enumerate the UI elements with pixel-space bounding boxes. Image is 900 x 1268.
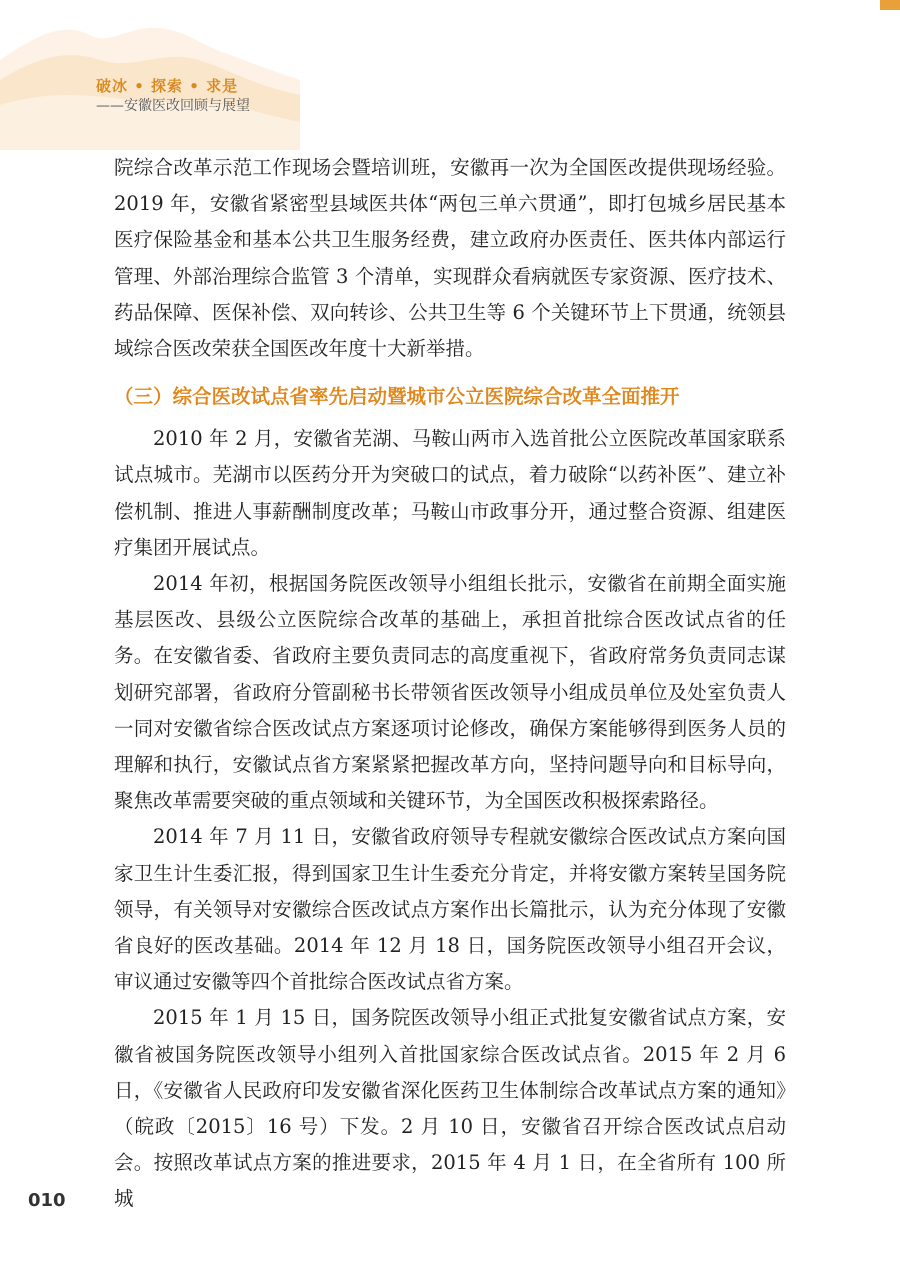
corner-mark (880, 0, 900, 10)
paragraph: 2014 年初，根据国务院医改领导小组组长批示，安徽省在前期全面实施基层医改、县级公立医院综合改革的基础上，承担首批综合医改试点省的任务。在安徽省委、省政府主要负责同志的高度重视下，省政府常务负责同志谋划研究部署，省政府分管副秘书长带领省医改领导小组成员单位及处室负责人一同对安徽省综合医改试点方案逐项讨论修改，确保方案能够得到医务人员的理解和执行，安徽试点省方案紧紧把握改革方向，坚持问题导向和目标导向，聚焦改革需要突破的重点领域和关键环节，为全国医改积极探索路径。 (114, 572, 786, 813)
paragraph: 2015 年 1 月 15 日，国务院医改领导小组正式批复安徽省试点方案，安徽省被国务院医改领导小组列入首批国家综合医改试点省。2015 年 2 月 6 日，《安徽省人民政府印发安徽省深化医药卫生体制综合改革试点方案的通知》（皖政〔2015〕16 号）下发。2 月 10 日，安徽省召开综合医改试点启动会。按照改革试点方案的推进要求，2015 年 4 月 1 日，在全省所有 100 所城 (114, 1006, 786, 1211)
running-header-subtitle: ——安徽医改回顾与展望 (96, 98, 250, 114)
section-heading: （三）综合医改试点省率先启动暨城市公立医院综合改革全面推开 (114, 385, 680, 409)
paragraph-continued: 院综合改革示范工作现场会暨培训班，安徽再一次为全国医改提供现场经验。2019 年，安徽省紧密型县域医共体“两包三单六贯通”，即打包城乡居民基本医疗保险基金和基本公共卫生服务经费，建立政府办医责任、医共体内部运行管理、外部治理综合监管 3 个清单，实现群众看病就医专家资源、医疗技术、药品保障、医保补偿、双向转诊、公共卫生等 6 个关键环节上下贯通，统领县域综合医改荣获全国医改年度十大新举措。 (114, 156, 786, 361)
body-text (114, 150, 786, 1218)
page-number: 010 (28, 1190, 66, 1211)
paragraph: 2014 年 7 月 11 日，安徽省政府领导专程就安徽综合医改试点方案向国家卫生计生委汇报，得到国家卫生计生委充分肯定，并将安徽方案转呈国务院领导，有关领导对安徽综合医改试点方案作出长篇批示，认为充分体现了安徽省良好的医改基础。2014 年 12 月 18 日，国务院医改领导小组召开会议，审议通过安徽等四个首批综合医改试点省方案。 (114, 825, 786, 994)
running-header-title: 破冰 • 探索 • 求是 (96, 77, 239, 95)
paragraph: 2010 年 2 月，安徽省芜湖、马鞍山两市入选首批公立医院改革国家联系试点城市。芜湖市以医药分开为突破口的试点，着力破除“以药补医”、建立补偿机制、推进人事薪酬制度改革；马鞍山市政事分开，通过整合资源、组建医疗集团开展试点。 (114, 427, 786, 559)
